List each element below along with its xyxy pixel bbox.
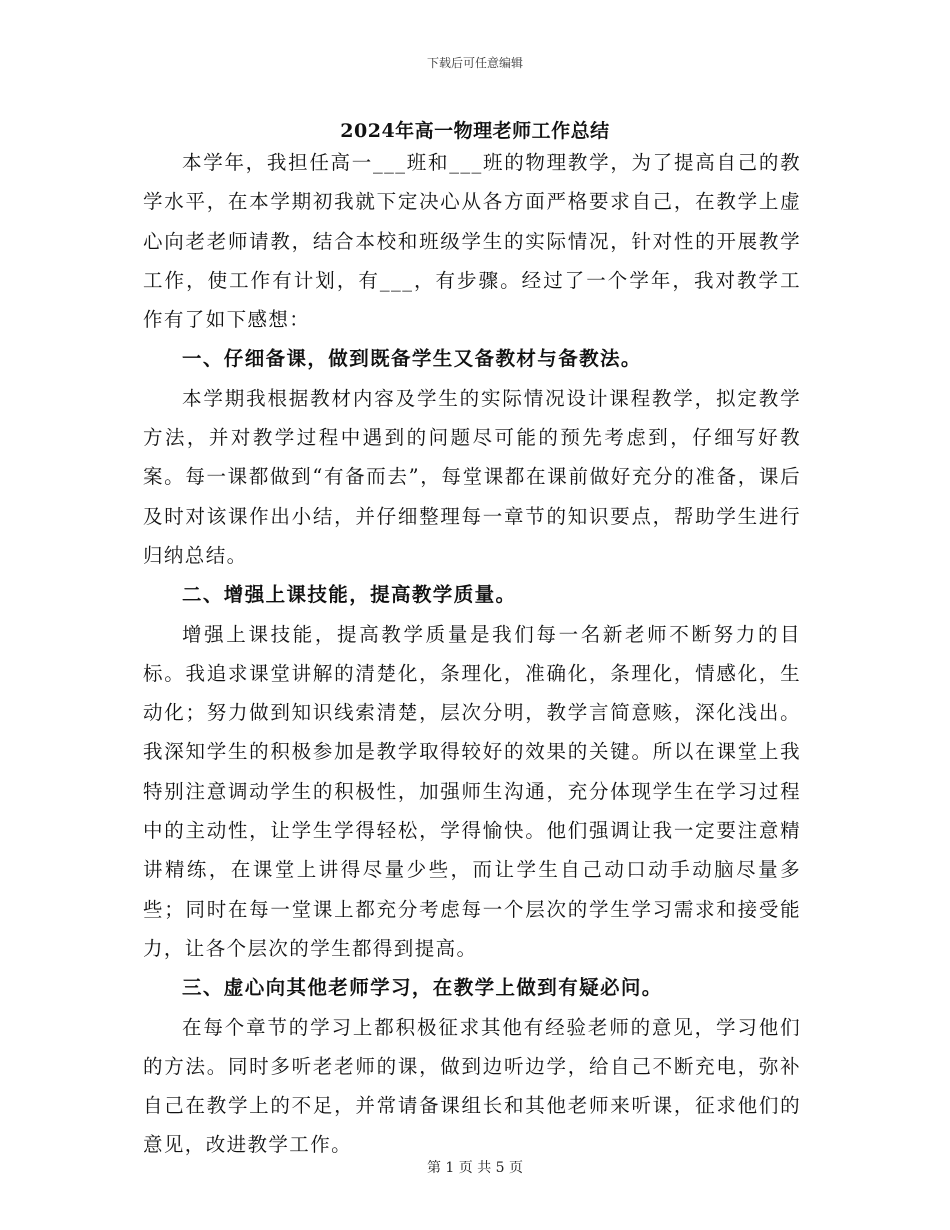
section-2-paragraph: 增强上课技能，提高教学质量是我们每一名新老师不断努力的目标。我追求课堂讲解的清楚化，条理化，准确化，条理化，情感化，生动化；努力做到知识线索清楚，层次分明，教学言简意赅，深化浅出。我深知学生的积极参加是教学取得较好的效果的关键。所以在课堂上我特别注意调动学生的积极性，加强师生沟通，充分体现学生在学习过程中的主动性，让学生学得轻松，学得愉快。他们强调让我一定要注意精讲精练，在课堂上讲得尽量少些，而让学生自己动口动手动脑尽量多些；同时在每一堂课上都充分考虑每一个层次的学生学习需求和接受能力，让各个层次的学生都得到提高。 (143, 622, 801, 960)
section-heading-1: 一、仔细备课，做到既备学生又备教材与备教法。 (182, 347, 642, 371)
section-heading-2: 二、增强上课技能，提高教学质量。 (182, 583, 517, 607)
page-number-footer: 第 1 页 共 5 页 (426, 1160, 524, 1176)
section-3-paragraph: 在每个章节的学习上都积极征求其他有经验老师的意见，学习他们的方法。同时多听老老师的课，做到边听边学，给自己不断充电，弥补自己在教学上的不足，并常请备课组长和其他老师来听课，征求他们的意见，改进教学工作。 (143, 1015, 801, 1157)
document-body (143, 143, 801, 1165)
intro-paragraph: 本学年，我担任高一___班和___班的物理教学，为了提高自己的教学水平，在本学期初我就下定决心从各方面严格要求自己，在教学上虚心向老老师请教，结合本校和班级学生的实际情况，针对性的开展教学工作，使工作有计划，有___，有步骤。经过了一个学年，我对教学工作有了如下感想： (143, 151, 801, 332)
document-title: 2024年高一物理老师工作总结 (340, 120, 610, 142)
section-heading-3: 三、虚心向其他老师学习，在教学上做到有疑必问。 (182, 976, 663, 1000)
section-1-paragraph: 本学期我根据教材内容及学生的实际情况设计课程教学，拟定教学方法，并对教学过程中遇到的问题尽可能的预先考虑到，仔细写好教案。每一课都做到“有备而去”，每堂课都在课前做好充分的准备，课后及时对该课作出小结，并仔细整理每一章节的知识要点，帮助学生进行归纳总结。 (143, 386, 801, 567)
page-header-note: 下载后可任意编辑 (426, 56, 523, 70)
